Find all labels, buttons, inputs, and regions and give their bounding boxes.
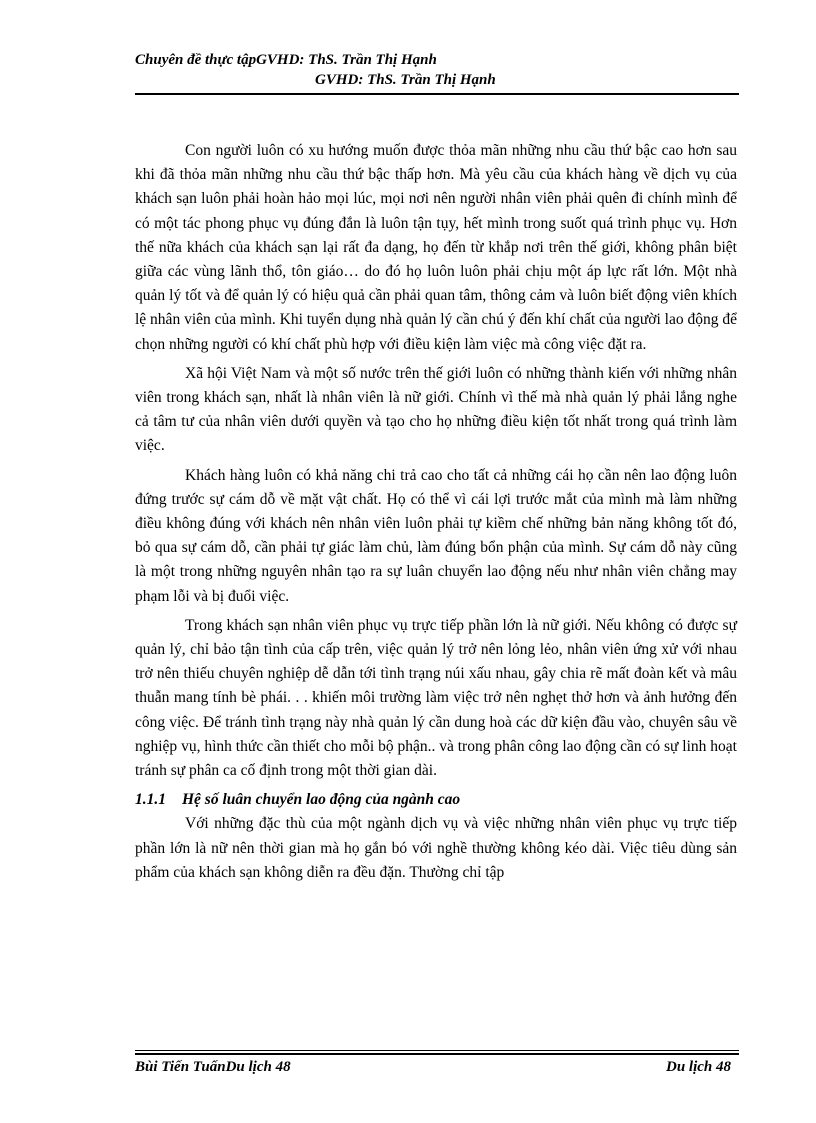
section-title: Hệ số luân chuyển lao động của ngành cao: [182, 791, 461, 809]
paragraph-1: Con người luôn có xu hướng muốn được thỏa mãn những nhu cầu thứ bậc cao hơn sau khi đã thỏa mãn những nhu cầu thứ bậc thấp hơn. Mà yêu cầu của khách hàng về dịch vụ của khách sạn luôn phải hoàn hảo mọi lúc, mọi nơi nên người nhân viên phải quên đi chính mình để có một tác phong phục vụ đúng đắn là luôn tận tụy, hết mình trong suốt quá trình phục vụ. Hơn thế nữa khách của khách sạn lại rất đa dạng, họ đến từ khắp nơi trên thế giới, không phân biệt giữa các vùng lãnh thổ, tôn giáo… do đó họ luôn luôn phải chịu một áp lực rất lớn. Một nhà quản lý tốt và để quản lý có hiệu quả cần phải quan tâm, thông cảm và luôn biết động viên khích lệ nhân viên của mình. Khi tuyển dụng nhà quản lý cần chú ý đến khí chất của người lao động để chọn những người có khí chất phù hợp với điều kiện làm việc mà công việc đặt ra.: [135, 142, 737, 353]
footer-divider-thin: [135, 1050, 739, 1051]
paragraph-2: Xã hội Việt Nam và một số nước trên thế giới luôn có những thành kiến với những nhân viên trong khách sạn, nhất là nhân viên là nữ giới. Chính vì thế mà nhà quản lý phải lắng nghe cả tâm tư của nhân viên dưới quyền và tạo cho họ những điều kiện tốt nhất trong quá trình làm việc.: [135, 364, 737, 455]
footer-author: Bùi Tiến TuấnDu lịch 48: [135, 1059, 291, 1075]
section-heading: [135, 788, 737, 812]
header-divider: [135, 93, 739, 95]
footer-divider-thick: [135, 1053, 739, 1055]
section-paragraph: Với những đặc thù của một ngành dịch vụ và việc những nhân viên phục vụ trực tiếp phần lớn là nữ nên thời gian mà họ gắn bó với nghề thường không kéo dài. Việc tiêu dùng sản phẩm của khách sạn không diễn ra đều đặn. Thường chỉ tập: [135, 815, 737, 881]
footer-class: Du lịch 48: [665, 1059, 731, 1075]
section-number: 1.1.1: [135, 791, 166, 809]
header-title: Chuyên đề thực tậpGVHD: ThS. Trần Thị Hạnh: [135, 52, 437, 68]
header-supervisor: GVHD: ThS. Trần Thị Hạnh: [315, 72, 496, 88]
document-body: [135, 139, 737, 890]
paragraph-4: Trong khách sạn nhân viên phục vụ trực tiếp phần lớn là nữ giới. Nếu không có được sự quản lý, chỉ bảo tận tình của cấp trên, việc quản lý trở nên lỏng lẻo, nhân viên ứng xử với nhau trở nên thiếu chuyên nghiệp dễ dẫn tới tình trạng núi xấu nhau, gây chia rẽ mất đoàn kết và mâu thuẫn mang tính bè phái. . . khiến môi trường làm việc trở nên nghẹt thở hơn và ảnh hưởng đến công việc. Để tránh tình trạng này nhà quản lý cần dung hoà các dữ kiện đầu vào, chuyên sâu về nghiệp vụ, hình thức cần thiết cho mỗi bộ phận.. và trong phân công lao động cần có sự linh hoạt tránh sự phân ca cố định trong một thời gian dài.: [135, 616, 737, 780]
paragraph-3: Khách hàng luôn có khả năng chi trả cao cho tất cả những cái họ cần nên lao động luôn đứng trước sự cám dỗ về mặt vật chất. Họ có thể vì cái lợi trước mắt của mình mà làm những điều không đúng với khách nên nhân viên luôn phải tự kiềm chế những bản năng không tốt đó, bỏ qua sự cám dỗ, cần phải tự giác làm chủ, làm đúng bổn phận của mình. Sự cám dỗ này cũng là một trong những nguyên nhân tạo ra sự luân chuyển lao động nếu như nhân viên chẳng may phạm lỗi và bị đuổi việc.: [135, 466, 737, 605]
